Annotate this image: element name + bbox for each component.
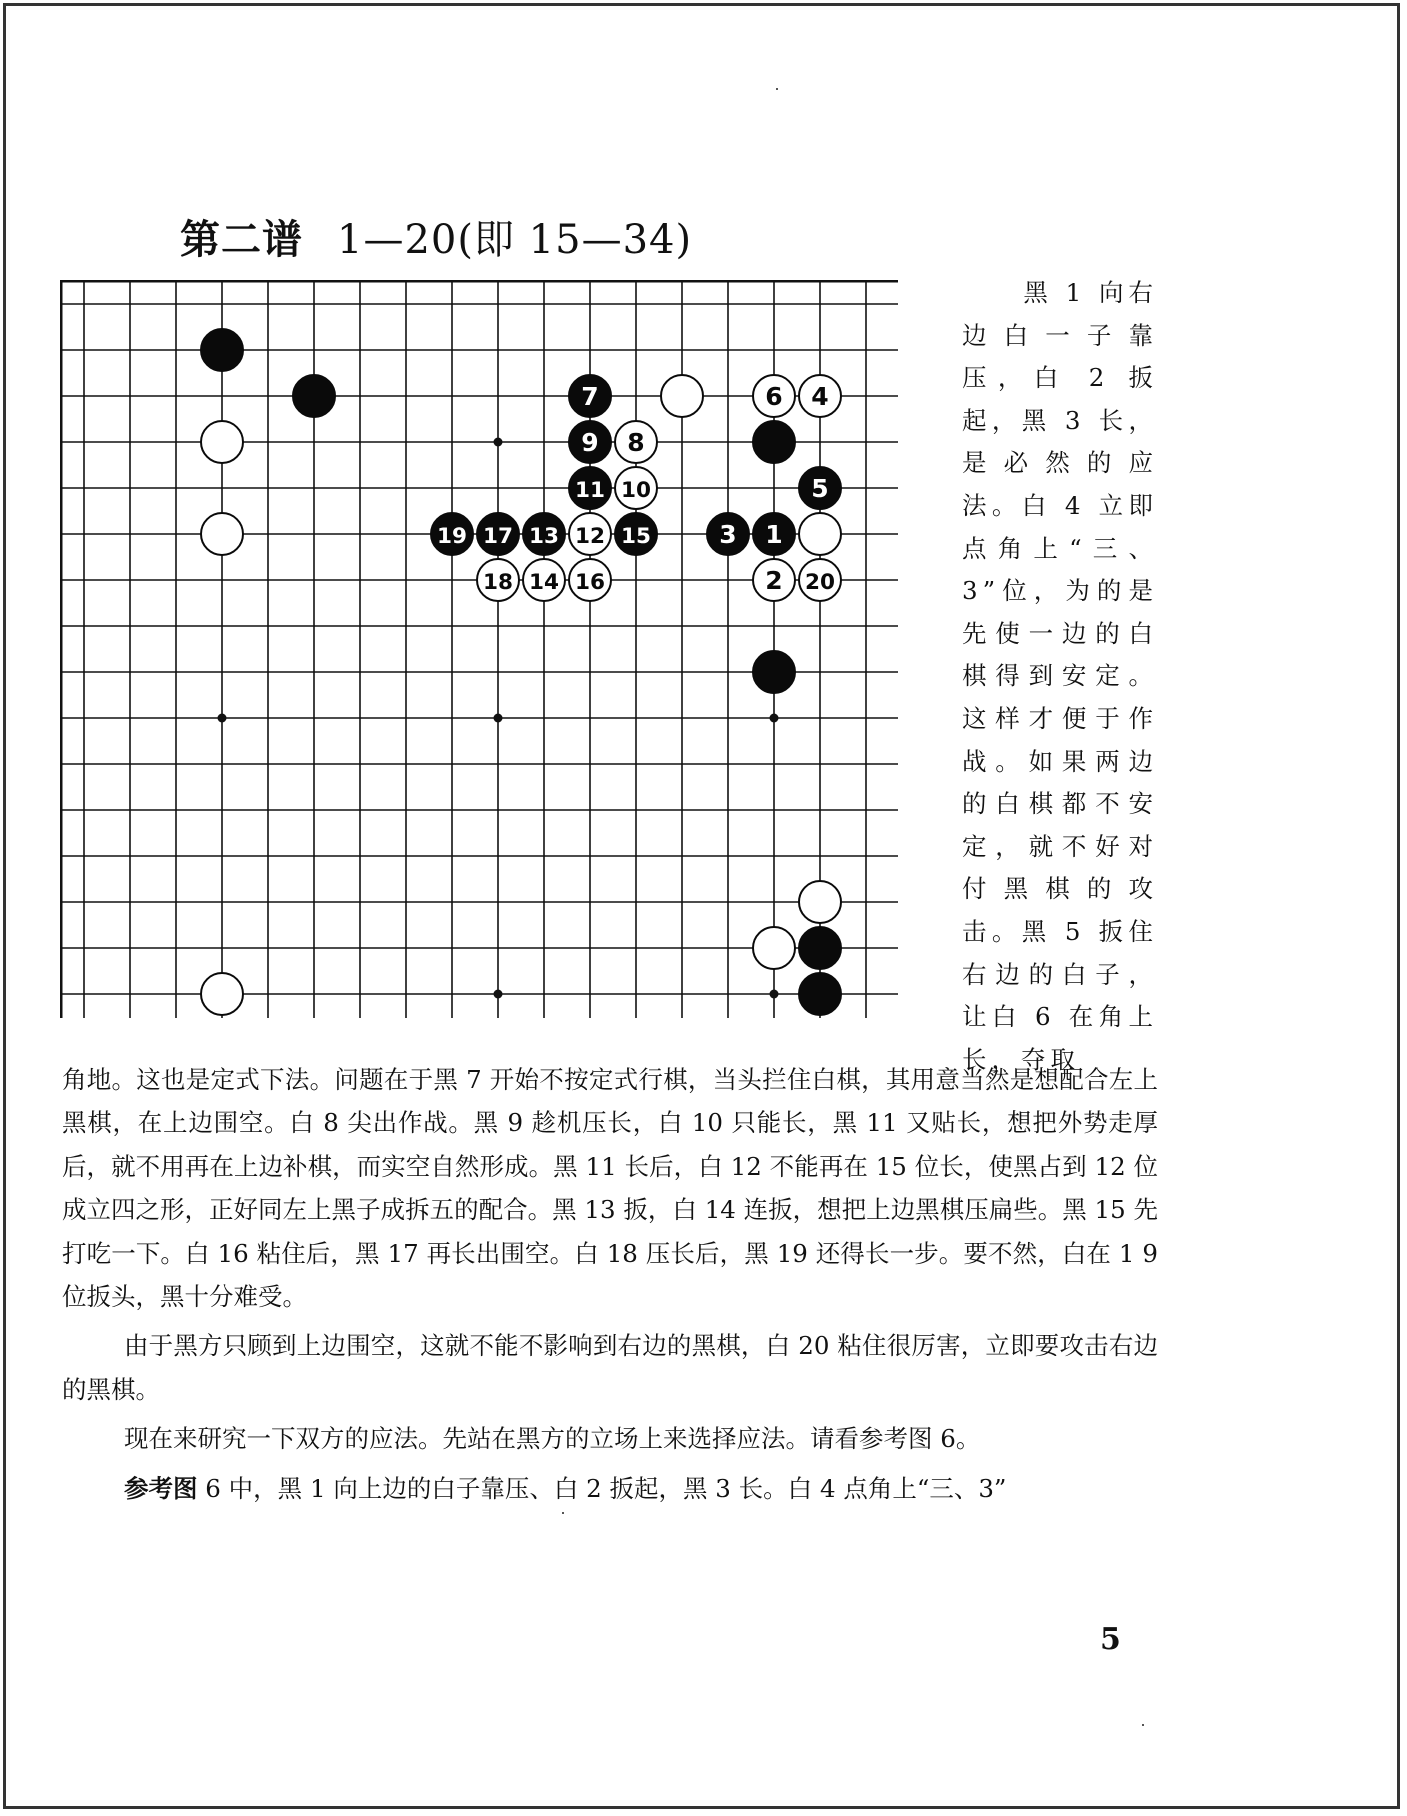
stone-move-number: 13 [529,524,559,548]
black-stone [753,421,795,463]
go-board-diagram [60,280,898,1018]
paragraph-4 [62,1467,1158,1510]
star-point [494,438,503,447]
black-stone [753,651,795,693]
page-number: 5 [1100,1622,1121,1657]
diagram-title-range: 1—20(即 15—34) [337,217,693,263]
black-stone [201,329,243,371]
side-commentary [962,272,1158,1081]
body-text [62,1058,1158,1510]
stone-move-number: 5 [811,474,829,503]
reference-figure-label: 参考图 [124,1473,198,1503]
stone-move-number: 15 [621,524,651,548]
white-stone [661,375,703,417]
stone-move-number: 10 [621,478,651,502]
side-commentary-text: 边白一子靠压，白 2 扳起，黑 3 长，是必然的应法。白 4 立即点角上“三、3”位，为的是先使一边的白棋得到安定。这样才便于作战。如果两边的白棋都不安定，就不好对付黑棋的攻击。黑 5 扳住右边的白子，让白 6 在角上长，夺取 [962,320,1158,1074]
black-stone [799,927,841,969]
star-point [770,990,779,999]
print-speck [1142,1724,1144,1726]
paragraph-1: 角地。这也是定式下法。问题在于黑 7 开始不按定式行棋，当头拦住白棋，其用意当然是想配合左上黑棋，在上边围空。白 8 尖出作战。黑 9 趁机压长，白 10 只能长，黑 11 又贴长，想把外势走厚后，就不用再在上边补棋，而实空自然形成。黑 11 长后，白 12 不能再在 15 位长，使黑占到 12 位成立四之形，正好同左上黑子成拆五的配合。黑 13 扳，白 14 连扳，想把上边黑棋压扁些。黑 15 先打吃一下。白 16 粘住后，黑 17 再长出围空。白 18 压长后，黑 19 还得长一步。要不然，白在 1 9 位扳头，黑十分难受。 [62,1065,1158,1312]
white-stone [201,421,243,463]
white-stone [799,881,841,923]
print-speck [776,88,778,90]
stone-move-number: 18 [483,570,513,594]
black-stone [293,375,335,417]
star-point [494,990,503,999]
diagram-title-heading: 第二谱 [180,216,303,263]
star-point [770,714,779,723]
stone-move-number: 4 [811,382,829,411]
print-speck [562,1512,564,1514]
star-point [218,714,227,723]
white-stone [201,973,243,1015]
stone-move-number: 12 [575,524,605,548]
white-stone [201,513,243,555]
stone-move-number: 9 [581,428,599,457]
stone-move-number: 20 [805,570,835,594]
white-stone [799,513,841,555]
stone-move-number: 6 [765,382,783,411]
paragraph-4-text: 6 中，黑 1 向上边的白子靠压、白 2 扳起，黑 3 长。白 4 点角上“三、3” [197,1473,1007,1503]
stone-move-number: 7 [581,382,599,411]
star-point [494,714,503,723]
paragraph-2: 由于黑方只顾到上边围空，这就不能不影响到右边的黑棋，白 20 粘住很厉害，立即要攻击右边的黑棋。 [62,1331,1158,1404]
stone-move-number: 17 [483,524,513,548]
black-stone [799,973,841,1015]
side-commentary-first-line: 黑 1 向右 [1023,278,1158,307]
stone-move-number: 3 [719,520,737,549]
diagram-title [180,208,692,265]
white-stone [753,927,795,969]
stone-move-number: 11 [575,478,605,502]
stone-move-number: 2 [765,566,783,595]
stone-move-number: 8 [627,428,645,457]
stone-move-number: 14 [529,570,559,594]
stone-move-number: 16 [575,570,605,594]
stone-move-number: 19 [437,524,467,548]
stone-move-number: 1 [765,520,783,549]
paragraph-3: 现在来研究一下双方的应法。先站在黑方的立场上来选择应法。请看参考图 6。 [124,1424,981,1454]
